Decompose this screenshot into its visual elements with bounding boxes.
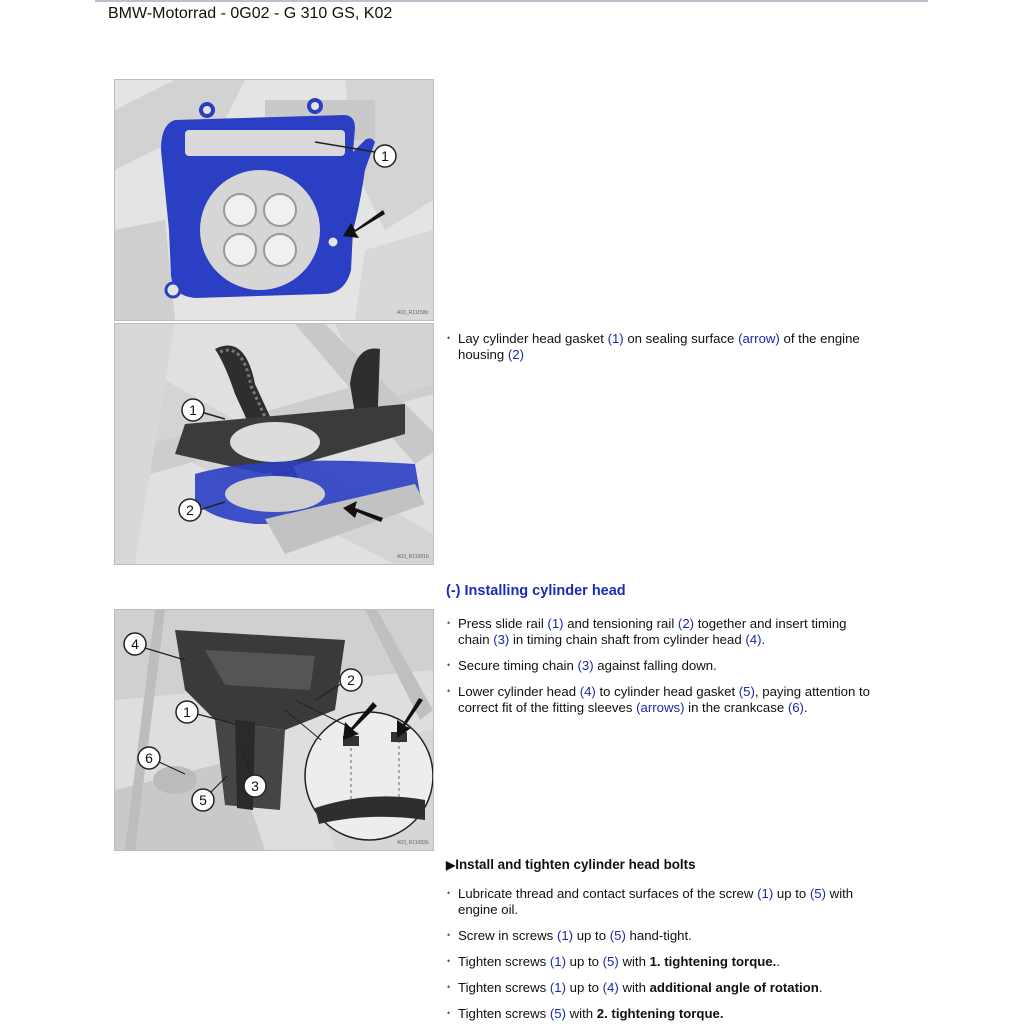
link-ref-2[interactable]: (2)	[677, 616, 695, 631]
link-ref-6[interactable]: (6)	[787, 700, 804, 715]
link-ref-5[interactable]: (5)	[609, 928, 626, 943]
link-ref-5[interactable]: (5)	[738, 684, 755, 699]
svg-text:2: 2	[347, 672, 355, 688]
link-ref-2[interactable]: (2)	[507, 347, 524, 362]
link-ref-4[interactable]: (4)	[579, 684, 596, 699]
svg-text:1: 1	[189, 402, 197, 418]
subsection-title: ▶Install and tighten cylinder head bolts	[446, 857, 696, 872]
step-tighten-1: • Tighten screws (1) up to (5) with 1. tightening torque..	[446, 954, 928, 970]
step-lay-gasket: • Lay cylinder head gasket (1) on sealing surface (arrow) of the engine housing (2)	[446, 331, 928, 363]
link-ref-5[interactable]: (5)	[809, 886, 827, 901]
step-lubricate: • Lubricate thread and contact surfaces of the screw (1) up to (5) with engine oil.	[446, 886, 928, 918]
figure-code: A03_R11158b	[397, 310, 429, 316]
link-ref-1[interactable]: (1)	[547, 616, 564, 631]
svg-text:3: 3	[251, 778, 259, 794]
callout-3	[244, 775, 266, 797]
svg-text:5: 5	[199, 792, 207, 808]
page-header: BMW-Motorrad - 0G02 - G 310 GS, K02	[108, 5, 393, 22]
svg-text:4: 4	[131, 636, 139, 652]
callout-2	[340, 669, 362, 691]
svg-text:6: 6	[145, 750, 153, 766]
callout-2	[179, 499, 201, 521]
link-ref-5[interactable]: (5)	[549, 1006, 566, 1021]
figure-code: A03_R11082b	[397, 840, 429, 846]
callout-1	[374, 145, 396, 167]
figure-cylinder-head-install	[114, 609, 434, 851]
callout-1	[176, 701, 198, 723]
step-secure-chain: • Secure timing chain (3) against falling down.	[446, 658, 928, 674]
section-title: (-) Installing cylinder head	[446, 583, 626, 599]
triangle-bullet-icon: ▶	[446, 858, 456, 872]
callout-1	[182, 399, 204, 421]
svg-text:1: 1	[381, 148, 389, 164]
figure-gasket-top-view	[114, 79, 434, 321]
svg-text:2: 2	[186, 502, 194, 518]
link-ref-1[interactable]: (1)	[556, 928, 574, 943]
link-ref-5[interactable]: (5)	[602, 954, 619, 969]
link-ref-4[interactable]: (4)	[745, 632, 762, 647]
callout-4	[124, 633, 146, 655]
detail-inset	[305, 712, 433, 840]
svg-text:1: 1	[183, 704, 191, 720]
step-screw-in: • Screw in screws (1) up to (5) hand-tight.	[446, 928, 928, 944]
step-press-rails: • Press slide rail (1) and tensioning rail (2) together and insert timing chain (3) in timing chain shaft from cylinder head (4).	[446, 616, 928, 648]
step-lower-head: • Lower cylinder head (4) to cylinder head gasket (5), paying attention to correct fit of the fitting sleeves (arrows) in the crankcase (6).	[446, 684, 928, 716]
figure-gasket-installed	[114, 323, 434, 565]
link-ref-3[interactable]: (3)	[493, 632, 510, 647]
link-ref-3[interactable]: (3)	[577, 658, 594, 673]
link-ref-4[interactable]: (4)	[602, 980, 619, 995]
header-rule	[95, 0, 928, 2]
step-tighten-angle: • Tighten screws (1) up to (4) with additional angle of rotation.	[446, 980, 928, 996]
link-ref-1[interactable]: (1)	[549, 980, 566, 995]
step-tighten-2: • Tighten screws (5) with 2. tightening torque.	[446, 1006, 928, 1022]
link-ref-1[interactable]: (1)	[549, 954, 566, 969]
link-ref-1[interactable]: (1)	[607, 331, 624, 346]
callout-5	[192, 789, 214, 811]
link-ref-arrows[interactable]: (arrows)	[636, 700, 685, 715]
callout-6	[138, 747, 160, 769]
link-ref-1[interactable]: (1)	[757, 886, 774, 901]
figure-code: A03_R11081b	[397, 554, 429, 560]
link-ref-arrow[interactable]: (arrow)	[738, 331, 780, 346]
